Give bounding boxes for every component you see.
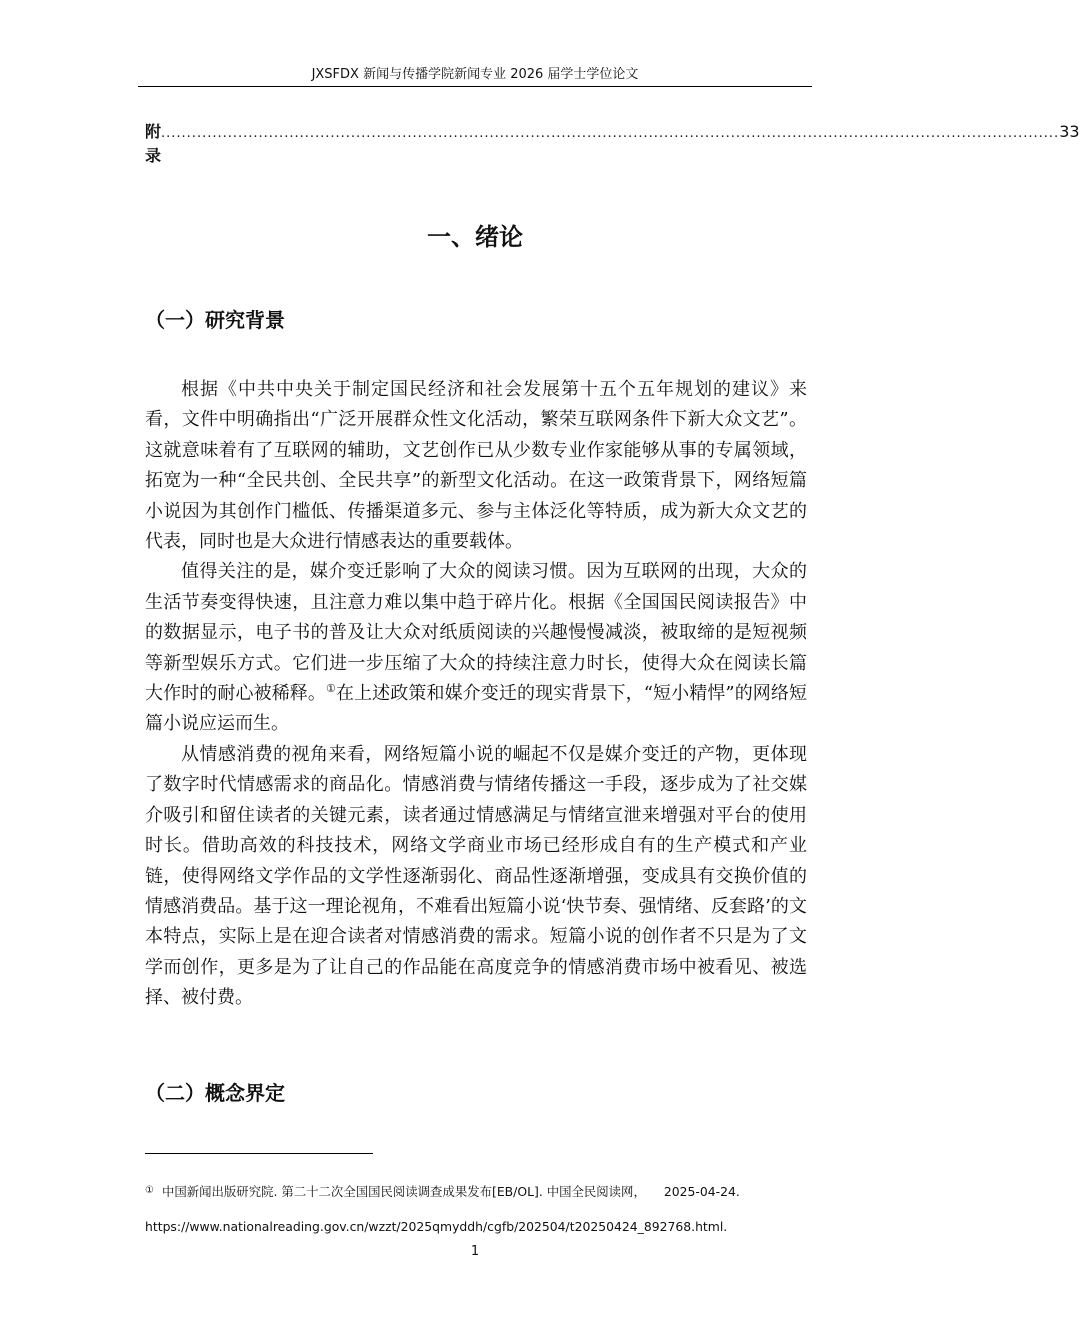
paragraph-2 bbox=[145, 557, 807, 739]
footnote-mark: ① bbox=[145, 1185, 154, 1196]
paragraph-2-part-b: 在上述政策和媒介变迁的现实背景下，“短小精悍”的网络短篇小说应运而生。 bbox=[145, 683, 807, 735]
paragraph-3: 从情感消费的视角来看，网络短篇小说的崛起不仅是媒介变迁的产物，更体现了数字时代情感需求的商品化。情感消费与情绪传播这一手段，逐步成为了社交媒介吸引和留住读者的关键元素，读者通过情感满足与情绪宣泄来增强对平台的使用时长。借助高效的科技技术，网络文学商业市场已经形成自有的生产模式和产业链，使得网络文学作品的文学性逐渐弱化、商品性逐渐增强，变成具有交换价值的情感消费品。基于这一理论视角，不难看出短篇小说‘快节奏、强情绪、反套路’的文本特点，实际上是在迎合读者对情感消费的需求。短篇小说的创作者不只是为了文学而创作，更多是为了让自己的作品能在高度竞争的情感消费市场中被看见、被选择、被付费。 bbox=[145, 743, 807, 1009]
section-title-background: （一）研究背景 bbox=[145, 308, 285, 332]
body-text bbox=[145, 375, 807, 1014]
toc-label: 附录 bbox=[145, 122, 162, 165]
footnote bbox=[145, 1173, 807, 1244]
footnote-reference[interactable]: ① bbox=[326, 682, 336, 696]
toc-entry-appendix[interactable] bbox=[145, 120, 1080, 168]
toc-page-number: 33 bbox=[1059, 122, 1080, 141]
paragraph-2-part-a: 值得关注的是，媒介变迁影响了大众的阅读习惯。因为互联网的出现，大众的生活节奏变得快速，且注意力难以集中趋于碎片化。根据《全国国民阅读报告》中的数据显示，电子书的普及让大众对纸质阅读的兴趣慢慢减淡，被取缔的是短视频等新型娱乐方式。它们进一步压缩了大众的持续注意力时长，使得大众在阅读长篇大作时的耐心被稀释。 bbox=[145, 561, 807, 705]
header-rule bbox=[138, 86, 812, 87]
footnote-rule bbox=[145, 1153, 373, 1154]
paragraph-1: 根据《中共中央关于制定国民经济和社会发展第十五个五年规划的建议》来看，文件中明确指出“广泛开展群众性文化活动，繁荣互联网条件下新大众文艺”。这就意味着有了互联网的辅助，文艺创作已从少数专业作家能够从事的专属领域，拓宽为一种“全民共创、全民共享”的新型文化活动。在这一政策背景下，网络短篇小说因为其创作门槛低、传播渠道多元、参与主体泛化等特质，成为新大众文艺的代表，同时也是大众进行情感表达的重要载体。 bbox=[145, 379, 807, 553]
toc-leader-dots: ............................................................................................................................................................................... bbox=[161, 126, 1060, 141]
chapter-title: 一、绪论 bbox=[427, 223, 523, 251]
running-header: JXSFDX 新闻与传播学院新闻专业 2026 届学士学位论文 bbox=[311, 67, 639, 82]
footnote-line-1 bbox=[145, 1173, 807, 1209]
footnote-date: 2025-04-24. bbox=[663, 1184, 740, 1199]
section-title-definitions: （二）概念界定 bbox=[145, 1081, 285, 1105]
footnote-text: 中国新闻出版研究院. 第二十二次全国国民阅读调查成果发布[EB/OL]. 中国全民阅读网， bbox=[161, 1184, 646, 1199]
page-number: 1 bbox=[470, 1244, 480, 1259]
footnote-url[interactable]: https://www.nationalreading.gov.cn/wzzt/2025qmyddh/cgfb/202504/t20250424_892768.html. bbox=[145, 1219, 728, 1234]
